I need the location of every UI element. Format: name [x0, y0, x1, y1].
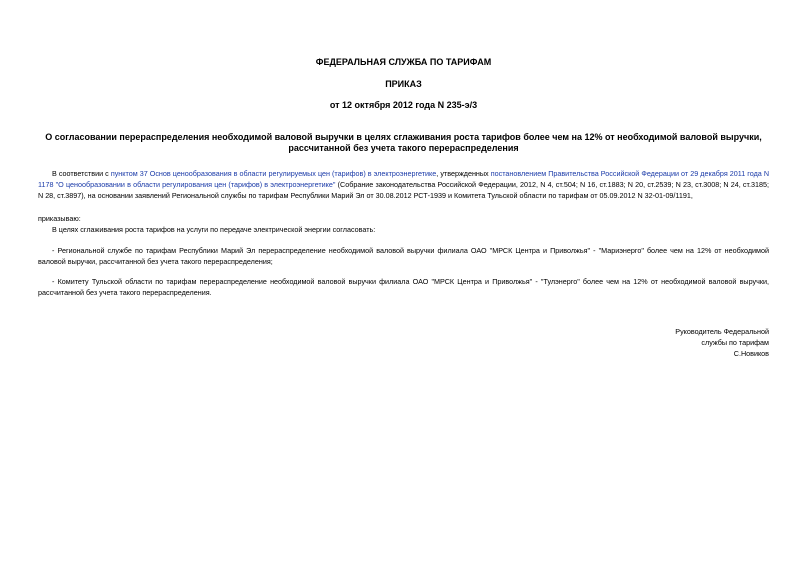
intro-text-2: , утвержденных — [436, 169, 491, 178]
signatory-name: С.Новиков — [733, 349, 769, 358]
intent-paragraph: В целях сглаживания роста тарифов на услуги по передаче электрической энергии согласовать: — [52, 225, 376, 234]
document-page — [38, 0, 769, 571]
list-item: - Региональной службе по тарифам Республики Марий Эл перераспределение необходимой валовой выручки филиала ОАО "МРСК Центра и Приволжья" - "Мариэнерго" более чем на 12% от необходимой валовой выручки, рассчитанной без учета такого перераспределения; — [38, 246, 769, 266]
signature-position-line-1: Руководитель Федеральной — [675, 327, 769, 336]
signature-block — [675, 326, 769, 359]
intro-paragraph — [38, 168, 769, 201]
list-item: - Комитету Тульской области по тарифам перераспределение необходимой валовой выручки филиала ОАО "МРСК Центра и Приволжья" - "Тулэнерго" более чем на 12% от необходимой валовой выручки, рассчитанной без учета такого перераспределения. — [38, 277, 769, 297]
intro-text-3: (Собрание законодательства Российской Федерации, 2012, N 4, ст.504; N 16, ст.1883; N 20, ст.2539; N 23, ст.3008; N 24, ст.3185; N 28, ст.3897), на основании заявлений Региональной службы по тарифам Республики Марий Эл от 30.08.2012 РСТ-1939 и Комитета Тульской области по тарифам от 05.09.2012 N 32-01-09/1191, — [38, 180, 769, 200]
document-title: О согласовании перераспределения необходимой валовой выручки в целях сглаживания роста тарифов более чем на 12% от необходимой валовой выручки, рассчитанной без учета такого перераспределения — [45, 132, 762, 153]
basics-pricing-link[interactable]: пунктом 37 Основ ценообразования в области регулируемых цен (тарифов) в электроэнергетике — [110, 169, 437, 178]
document-date-number: от 12 октября 2012 года N 235-э/3 — [329, 100, 478, 110]
agency-name: ФЕДЕРАЛЬНАЯ СЛУЖБА ПО ТАРИФАМ — [315, 57, 492, 67]
decree-word: приказываю: — [38, 214, 81, 223]
signature-position-line-2: службы по тарифам — [701, 338, 769, 347]
intro-text-1: В соответствии с — [52, 169, 111, 178]
document-type: ПРИКАЗ — [385, 79, 422, 89]
government-decree-link[interactable]: постановлением Правительства Российской Федерации от 29 декабря 2011 года N 1178 "О ценообразовании в области регулирования цен (тарифов) в электроэнергетике" — [38, 169, 770, 189]
